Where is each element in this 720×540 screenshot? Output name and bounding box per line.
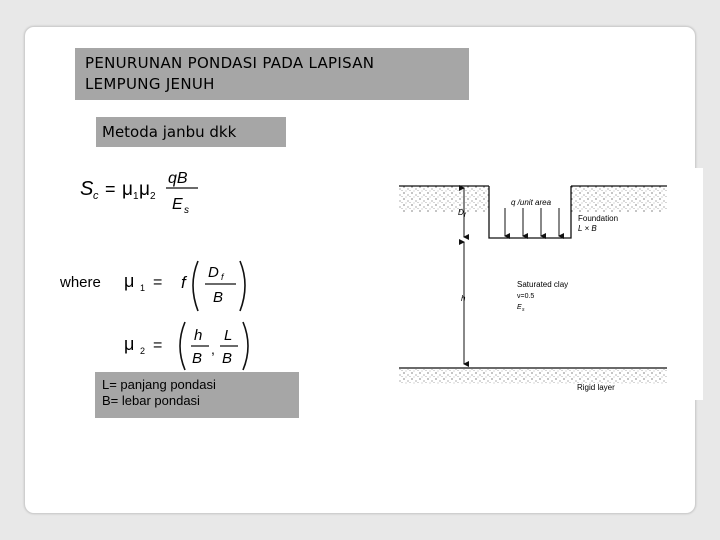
note-line-length: L= panjang pondasi <box>102 377 216 392</box>
settlement-formula-svg <box>80 163 210 215</box>
mu2-b2: B <box>222 350 233 367</box>
mu1-subscript: 1 <box>140 283 146 293</box>
mu1-denominator: B <box>213 289 224 306</box>
mu2-right-paren <box>243 322 248 370</box>
note-line-width: B= lebar pondasi <box>102 393 200 408</box>
foundation-dims: L × B <box>578 224 597 233</box>
mu1-equals: = <box>153 274 163 291</box>
right-soil <box>571 186 667 212</box>
mu2-symbol: μ <box>124 334 135 354</box>
mu1-formula-svg <box>60 255 260 315</box>
mu2-h: h <box>194 327 203 344</box>
thickness-label: h <box>461 294 466 303</box>
formula-s-sub: c <box>93 190 99 202</box>
poisson-label: ν=0.5 <box>517 293 535 300</box>
mu2-l: L <box>224 327 233 344</box>
foundation-diagram <box>395 168 703 400</box>
clay-label: Saturated clay <box>517 280 569 289</box>
title-line-1: PENURUNAN PONDASI PADA LAPISAN <box>85 54 375 72</box>
mu1-numerator-sub: f <box>221 272 224 282</box>
formula-s: S <box>80 178 94 200</box>
slide-title <box>75 48 469 100</box>
function-f: f <box>181 273 186 292</box>
where-label: where <box>60 274 101 291</box>
rigid-layer <box>399 369 667 384</box>
load-label: q /unit area <box>511 198 552 207</box>
mu1-formula <box>60 255 260 315</box>
legend-note <box>95 372 299 418</box>
modulus-sub: s <box>522 307 525 313</box>
formula-denominator-sub: s <box>184 205 189 215</box>
mu2-subscript: 2 <box>140 346 146 356</box>
formula-mu1-sub: 1 <box>133 191 139 202</box>
depth-sub: f <box>464 213 466 219</box>
mu2-comma: , <box>211 341 215 357</box>
left-paren <box>193 261 198 311</box>
right-paren <box>240 261 245 311</box>
mu2-formula <box>60 318 260 374</box>
rigid-layer-label: Rigid layer <box>577 383 615 392</box>
formula-numerator: qB <box>168 170 188 187</box>
title-line-2: LEMPUNG JENUH <box>85 75 215 93</box>
foundation-label: Foundation <box>578 214 619 223</box>
formula-mu2-sub: 2 <box>150 191 156 202</box>
method-label: Metoda janbu dkk <box>96 117 286 147</box>
mu2-b1: B <box>192 350 203 367</box>
foundation-diagram-svg <box>395 168 703 400</box>
mu1-numerator-d: D <box>208 264 219 281</box>
depth-label: D <box>458 208 464 217</box>
mu2-equals: = <box>153 337 163 354</box>
mu2-formula-svg <box>60 318 260 374</box>
formula-mu2: μ <box>139 179 150 200</box>
formula-denominator: E <box>172 196 183 213</box>
mu2-left-paren <box>180 322 185 370</box>
mu1-symbol: μ <box>124 271 135 291</box>
modulus-label: E <box>517 304 522 311</box>
formula-mu1: μ <box>122 179 133 200</box>
formula-equals: = <box>105 179 116 199</box>
left-soil <box>399 186 489 212</box>
settlement-formula <box>80 163 210 215</box>
